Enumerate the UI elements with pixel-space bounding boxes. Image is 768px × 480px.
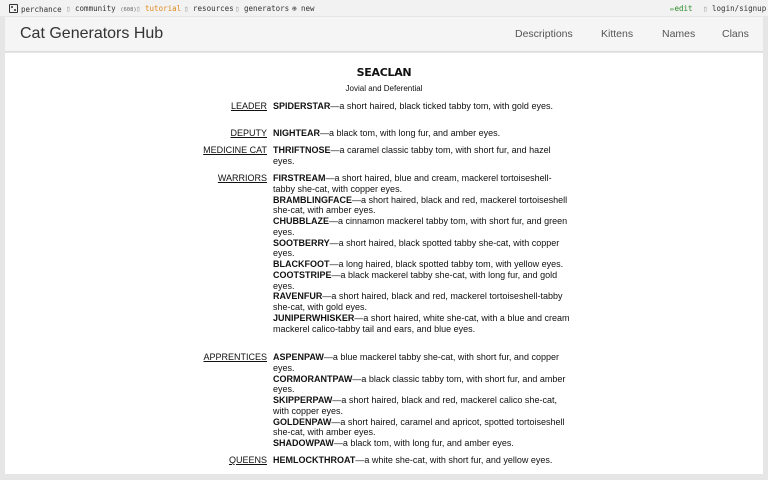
cat-name: THRIFTNOSE	[273, 145, 331, 155]
login-link[interactable]	[703, 4, 766, 13]
edit-link[interactable]	[670, 4, 693, 13]
nav-link-clans[interactable]: Clans	[722, 28, 749, 40]
cat-desc: —a black classic tabby tom, with short fur, and amber eyes.	[273, 373, 566, 395]
cat-desc: —a caramel classic tabby tom, with short fur, and hazel eyes.	[273, 145, 551, 166]
cat-name: BLACKFOOT	[273, 259, 330, 269]
cat-name: HEMLOCKTHROAT	[273, 455, 356, 465]
resources-label: resources	[193, 4, 234, 13]
top-bar	[0, 0, 768, 16]
cat-desc: —a short haired, caramel and apricot, spotted tortoiseshell she-cat, with amber eyes.	[273, 416, 565, 438]
new-link[interactable]	[292, 4, 315, 13]
cat-name: CORMORANTPAW	[273, 373, 353, 384]
generators-icon: ▯	[235, 4, 240, 13]
cat-name: SPIDERSTAR	[273, 101, 331, 111]
queens-list	[273, 455, 571, 466]
resources-link[interactable]	[184, 4, 234, 13]
cat-desc: —a short haired, blue and cream, mackerel tortoiseshell-tabby she-cat, with copper eyes.	[273, 173, 552, 194]
medicine-cat-entry	[273, 145, 571, 167]
plus-circle-icon: ⊕	[292, 4, 297, 13]
list-item	[273, 216, 571, 238]
list-item	[273, 259, 571, 270]
list-item	[273, 313, 571, 335]
cat-name: CHUBBLAZE	[273, 216, 329, 226]
rank-medicine-cat[interactable]: MEDICINE CAT	[203, 145, 267, 155]
cat-name: GOLDENPAW	[273, 416, 332, 427]
list-item	[273, 455, 571, 466]
cat-desc: —a white she-cat, with short fur, and yellow eyes.	[355, 455, 553, 465]
cat-name: SKIPPERPAW	[273, 395, 333, 405]
list-item	[273, 352, 571, 374]
cat-name: SHADOWPAW	[273, 438, 334, 448]
tutorial-label: tutorial	[145, 4, 182, 13]
clan-name: SEACLAN	[356, 66, 412, 79]
cat-name: JUNIPERWHISKER	[273, 312, 355, 323]
leader-entry	[273, 101, 571, 112]
rank-apprentices[interactable]: APPRENTICES	[203, 352, 267, 362]
cat-name: ASPENPAW	[273, 352, 324, 362]
cat-desc: —a short haired, white she-cat, with a blue and cream mackerel calico-tabby tail and ears, and blue eyes.	[273, 312, 570, 334]
clan-subtitle: Jovial and Deferential	[345, 84, 423, 93]
perchance-label: perchance	[21, 5, 62, 14]
login-label: login/signup	[712, 4, 767, 13]
cat-desc: —a short haired, black spotted tabby she-cat, with copper eyes.	[273, 237, 560, 259]
edit-label: edit	[674, 4, 693, 13]
list-item	[273, 270, 571, 292]
cat-desc: —a short haired, black and red, mackerel calico she-cat, with copper eyes.	[273, 395, 557, 416]
book-icon: ▯	[136, 4, 141, 13]
cat-name: NIGHTEAR	[273, 128, 320, 138]
list-item	[273, 417, 571, 439]
pencil-icon: ✏	[670, 4, 675, 13]
list-item	[273, 173, 571, 195]
apprentices-list	[273, 352, 571, 449]
community-count: (608)	[120, 7, 137, 13]
nav-link-names[interactable]: Names	[662, 28, 696, 40]
cat-name: BRAMBLINGFACE	[273, 194, 352, 205]
new-label: new	[301, 4, 315, 13]
cat-name: FIRSTREAM	[273, 173, 326, 183]
resources-icon: ▯	[184, 4, 189, 13]
cat-desc: —a cinnamon mackerel tabby tom, with short fur, and green eyes.	[273, 216, 568, 237]
generators-label: generators	[244, 4, 290, 13]
cat-desc: —a short haired, black ticked tabby tom, with gold eyes.	[330, 101, 553, 111]
nav-link-kittens[interactable]: Kittens	[601, 28, 634, 40]
cat-name: RAVENFUR	[273, 291, 323, 302]
rank-queens[interactable]: QUEENS	[228, 455, 267, 465]
community-label: community	[75, 4, 116, 13]
nav-link-descriptions[interactable]: Descriptions	[515, 28, 573, 40]
user-icon: ▯	[703, 4, 708, 13]
deputy-entry	[273, 128, 571, 139]
rank-warriors[interactable]: WARRIORS	[217, 173, 267, 183]
cat-desc: —a black tom, with long fur, and amber eyes.	[320, 128, 501, 138]
generators-link[interactable]	[235, 4, 289, 13]
warriors-list	[273, 173, 571, 334]
cat-desc: —a short haired, black and red, mackerel tortoiseshell she-cat, with amber eyes.	[273, 194, 568, 216]
cat-desc: —a blue mackerel tabby she-cat, with short fur, and copper eyes.	[273, 352, 559, 373]
community-link[interactable]	[66, 4, 137, 13]
list-item	[273, 195, 571, 217]
dice-icon	[9, 4, 18, 13]
clan-content	[5, 53, 763, 474]
list-item	[273, 291, 571, 313]
tutorial-link[interactable]	[136, 4, 181, 13]
list-item	[273, 238, 571, 260]
site-navbar	[5, 17, 763, 52]
cat-desc: —a long haired, black spotted tabby tom, with yellow eyes.	[329, 259, 564, 269]
rank-leader[interactable]: LEADER	[230, 101, 267, 111]
site-brand[interactable]: Cat Generators Hub	[20, 25, 164, 42]
cat-name: COOTSTRIPE	[273, 269, 332, 280]
perchance-home-link[interactable]	[9, 4, 62, 14]
rank-deputy[interactable]: DEPUTY	[230, 128, 267, 138]
cat-desc: —a short haired, black and red, mackerel tortoiseshell-tabby she-cat, with gold eyes.	[273, 291, 563, 312]
list-item	[273, 395, 571, 417]
list-item	[273, 438, 571, 449]
list-item	[273, 374, 571, 396]
cat-desc: —a black mackerel tabby she-cat, with long fur, and gold eyes.	[273, 269, 558, 291]
cat-name: SOOTBERRY	[273, 237, 330, 248]
cat-desc: —a black tom, with long fur, and amber eyes.	[333, 438, 514, 448]
chat-icon: ▯	[66, 4, 71, 13]
